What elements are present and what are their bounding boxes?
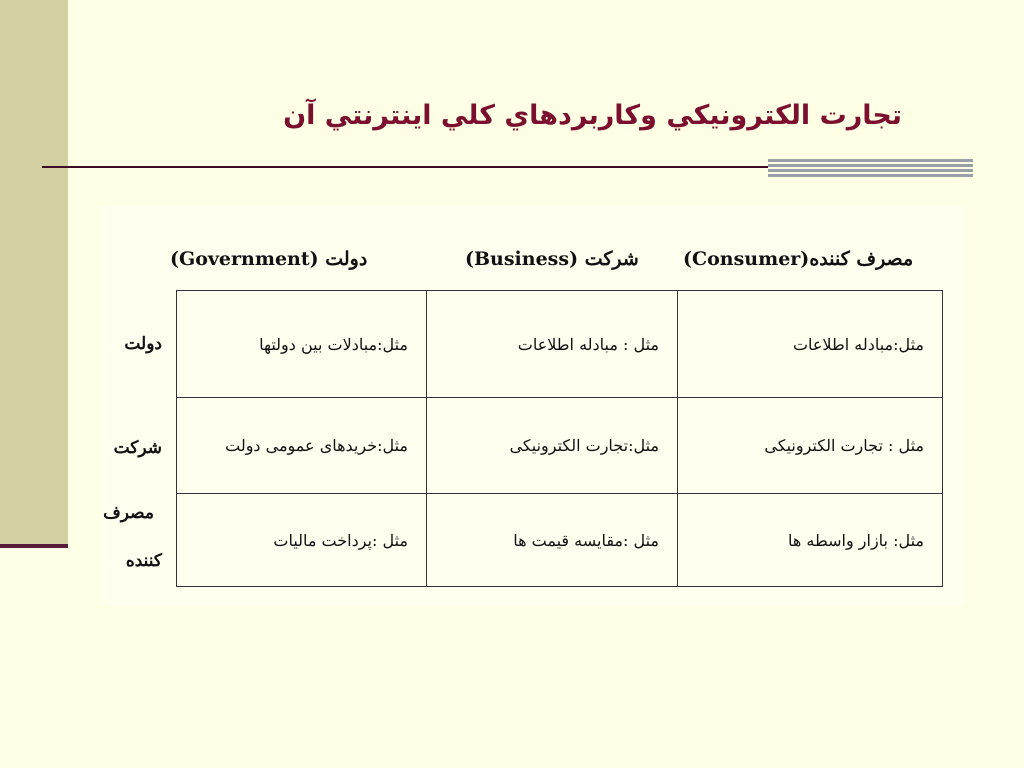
- row-label-government: دولت: [124, 334, 162, 354]
- table-cell: مثل : مبادله اطلاعات: [427, 291, 678, 398]
- table-cell: مثل:مبادله اطلاعات: [678, 291, 943, 398]
- left-decor-line: [0, 544, 68, 548]
- table-cell: مثل :مقایسه قیمت ها: [427, 494, 678, 587]
- slide-title: تجارت الكترونيكي وكاربردهاي كلي اينترنتي آن: [283, 100, 902, 131]
- table-cell: مثل: بازار واسطه ها: [678, 494, 943, 587]
- table-cell: مثل:مبادلات بین دولتها: [177, 291, 427, 398]
- row-label-business: شرکت: [113, 438, 162, 458]
- column-header-consumer: (Consumer)مصرف کننده: [683, 248, 914, 270]
- table-row: [177, 398, 943, 494]
- interaction-grid: [176, 290, 943, 587]
- table-row: [177, 494, 943, 587]
- table-cell: مثل:خریدهای عمومی دولت: [177, 398, 427, 494]
- column-header-business: (Business) شرکت: [465, 248, 639, 270]
- table-cell: مثل:تجارت الکترونیکی: [427, 398, 678, 494]
- title-accent-bar: [768, 159, 973, 179]
- table-row: [177, 291, 943, 398]
- row-label-consumer-line2: کننده: [125, 551, 162, 571]
- table-cell: مثل :پرداخت مالیات: [177, 494, 427, 587]
- left-decor-band: [0, 0, 68, 548]
- table-cell: مثل : تجارت الکترونیکی: [678, 398, 943, 494]
- row-label-consumer-line1: مصرف: [103, 503, 154, 523]
- column-header-government: (Government) دولت: [170, 248, 368, 270]
